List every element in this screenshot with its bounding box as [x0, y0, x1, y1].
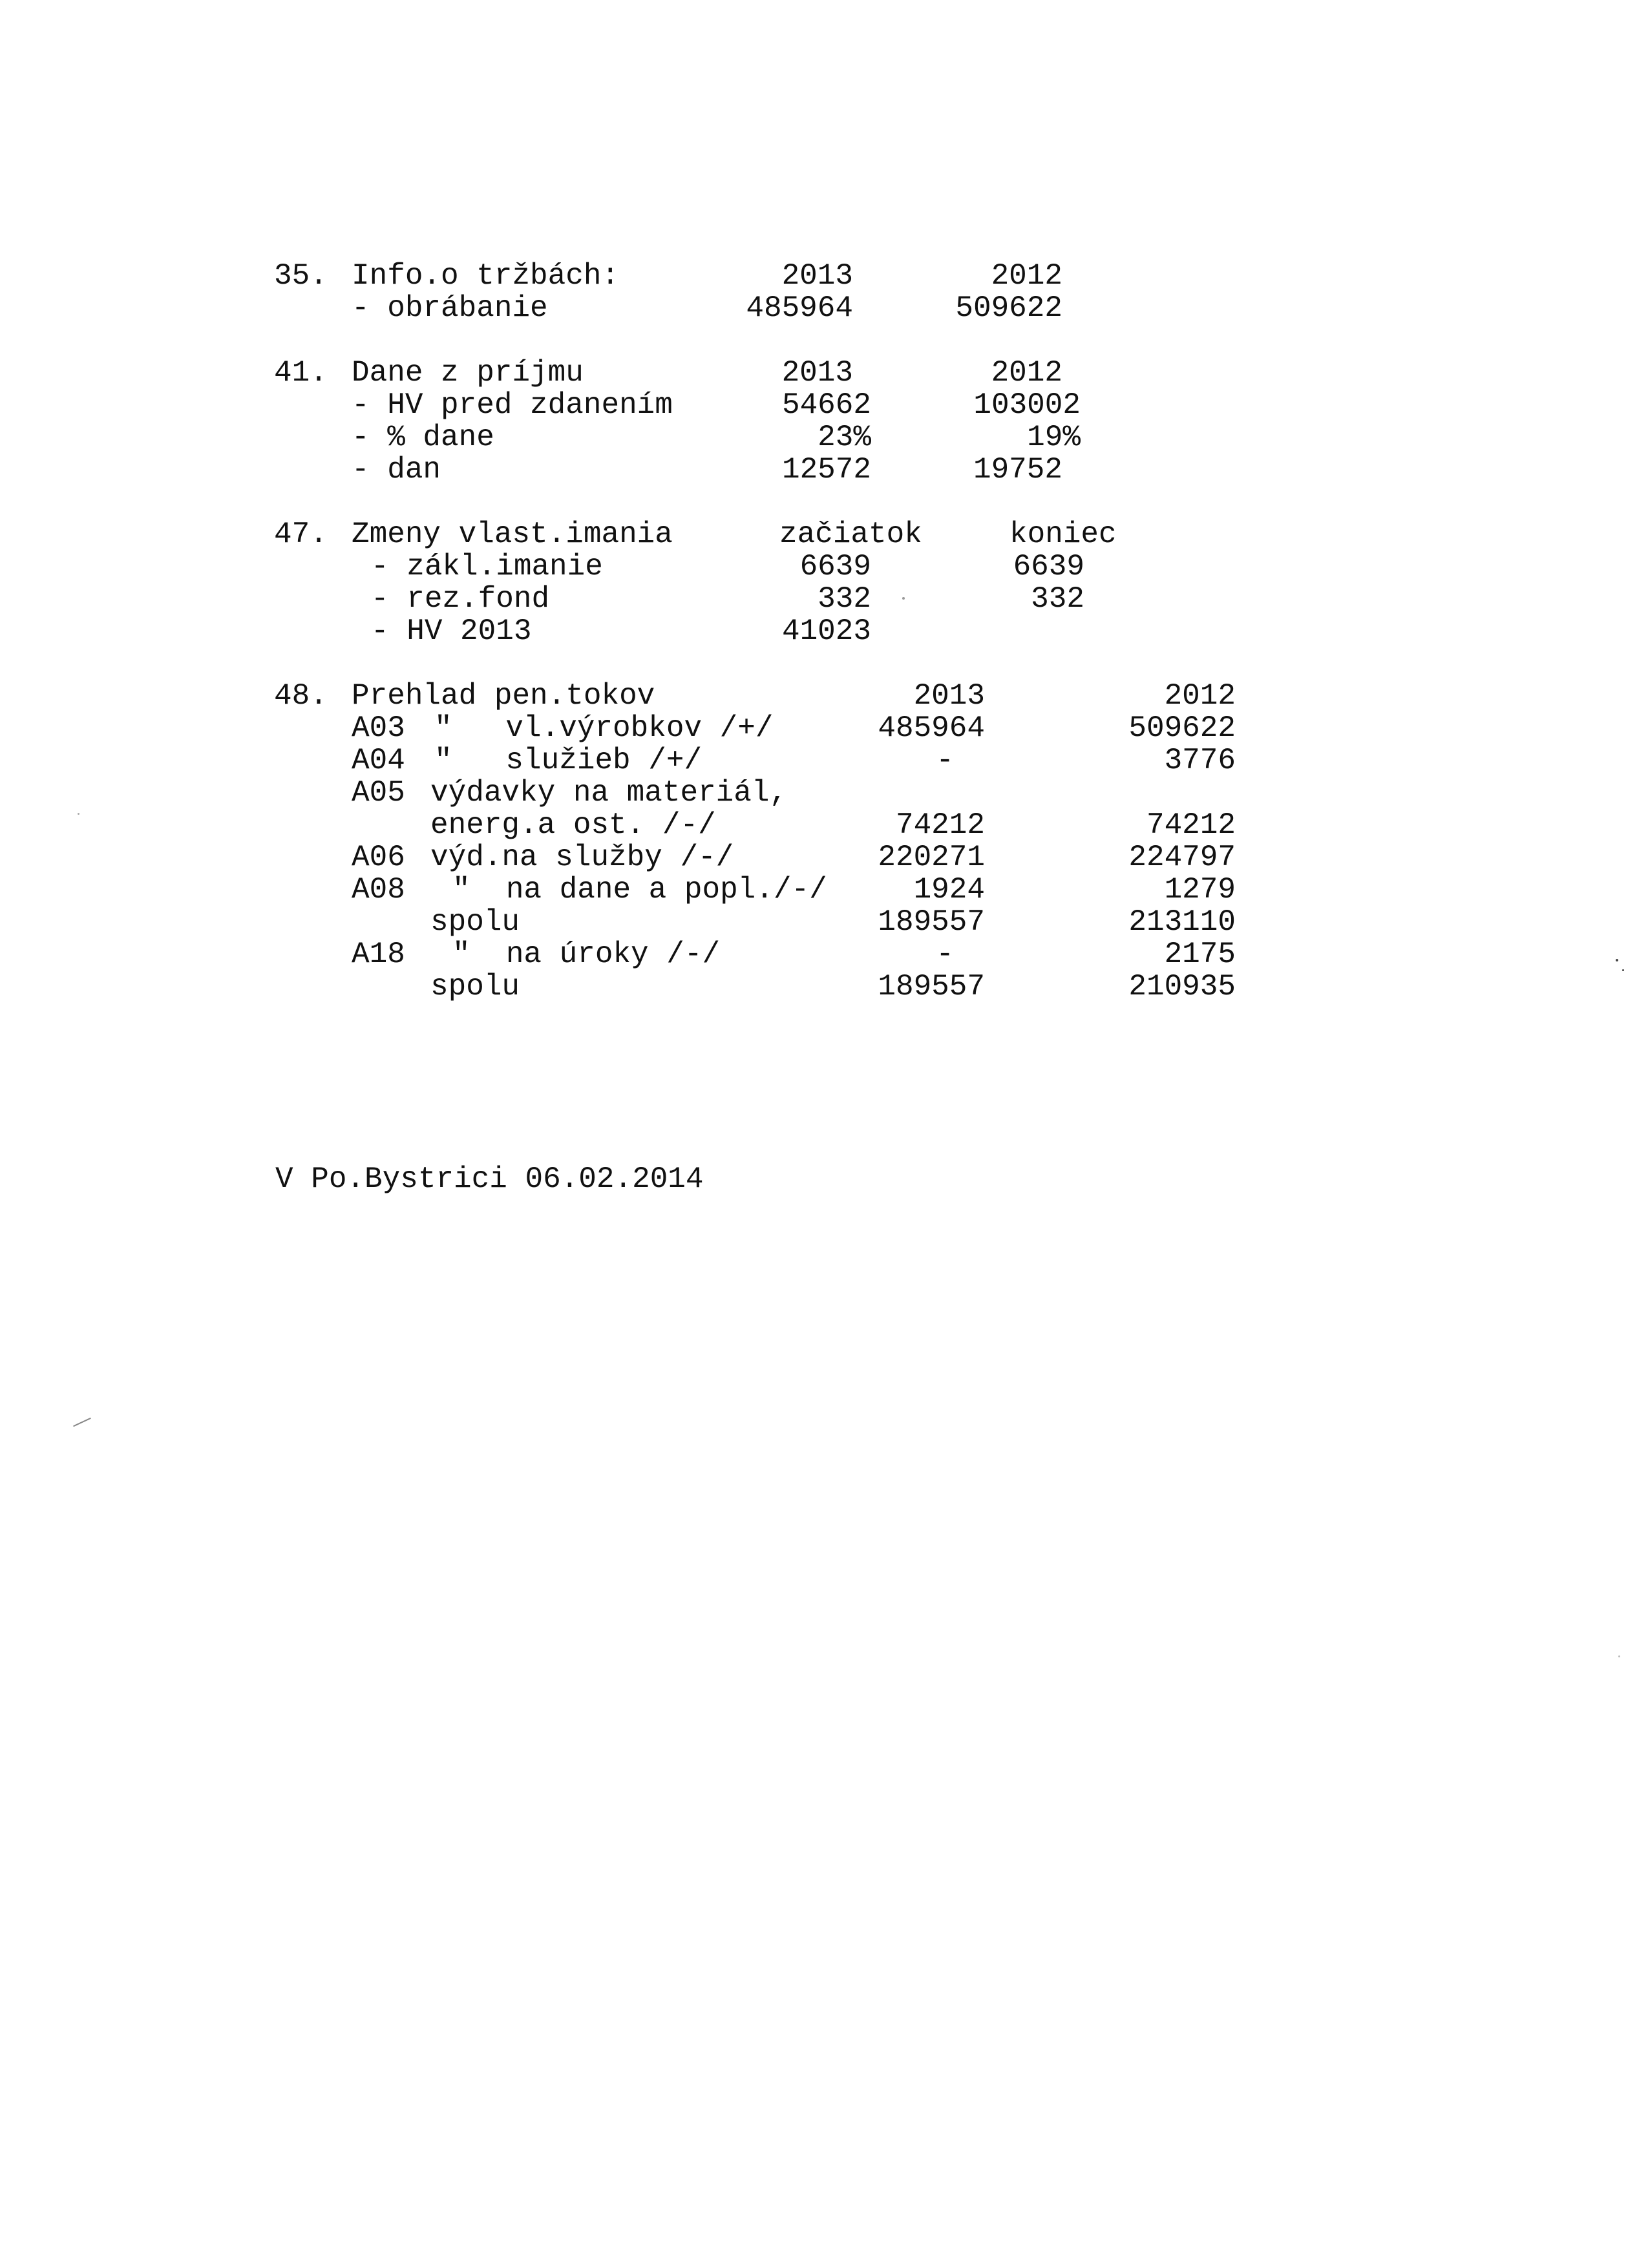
s48-row — [0, 938, 1648, 971]
s48-row-label: " vl.výrobkov /+/ — [434, 711, 774, 745]
s41-row-value-2013: 12572 — [781, 453, 871, 487]
s35-row — [0, 292, 1648, 324]
s48-row-value-2013: - — [936, 744, 954, 777]
s47-row-value-start: 41023 — [781, 614, 871, 648]
scan-speck — [1616, 959, 1618, 961]
s48-row — [0, 874, 1648, 906]
s41-row-value-2012: 19752 — [973, 453, 1062, 487]
s35-year-2012: 2012 — [991, 259, 1062, 293]
s48-row — [0, 809, 1648, 841]
s48-row-label: výd.na služby /-/ — [430, 841, 734, 874]
s47-row — [0, 551, 1648, 583]
s47-column-start: začiatok — [779, 518, 922, 551]
s47-row-label: - HV 2013 — [371, 614, 532, 648]
scan-speck — [78, 813, 79, 815]
s41-row-value-2013: 23% — [818, 421, 871, 454]
s48-row — [0, 841, 1648, 874]
s48-row-label: výdavky na materiál, — [430, 776, 788, 810]
s41-row — [0, 454, 1648, 486]
s48-row-code: A08 — [352, 873, 405, 907]
s41-year-2013: 2013 — [781, 356, 853, 390]
s41-number: 41. — [274, 356, 328, 390]
s41-row-label: - % dane — [352, 421, 494, 454]
s48-row — [0, 712, 1648, 744]
s41-row — [0, 389, 1648, 421]
s48-number: 48. — [274, 679, 328, 713]
s48-row-value-2013: 485964 — [878, 711, 985, 745]
scan-speck — [73, 1418, 91, 1427]
s48-row-value-2012: 74212 — [1146, 808, 1236, 842]
s47-row-value-start: 332 — [818, 582, 871, 616]
s47-row-value-end: 332 — [1031, 582, 1084, 616]
place-date-line — [0, 1163, 1648, 1195]
s35-title: Info.o tržbách: — [352, 259, 620, 293]
s35-header — [0, 260, 1648, 292]
s48-row-value-2013: - — [936, 938, 954, 971]
s48-row — [0, 971, 1648, 1003]
s48-row-code: A03 — [352, 711, 405, 745]
s48-row-value-2013: 189557 — [878, 970, 985, 1003]
s48-row-value-2012: 213110 — [1128, 905, 1236, 939]
s47-column-end: koniec — [1009, 518, 1117, 551]
scan-speck — [902, 597, 905, 600]
s47-row — [0, 615, 1648, 647]
s48-row-value-2012: 224797 — [1128, 841, 1236, 874]
s48-row — [0, 744, 1648, 777]
s47-row-label: - zákl.imanie — [371, 550, 603, 583]
s48-row-value-2012: 210935 — [1128, 970, 1236, 1003]
s35-year-2013: 2013 — [781, 259, 853, 293]
s48-row-label: " na dane a popl./-/ — [452, 873, 827, 907]
s35-row-value-2012: 509622 — [955, 291, 1062, 325]
s41-row — [0, 421, 1648, 454]
s35-row-value-2013: 485964 — [746, 291, 853, 325]
s48-row — [0, 777, 1648, 809]
place-date-text: V Po.Bystrici 06.02.2014 — [275, 1162, 704, 1196]
s48-row-label: spolu — [430, 905, 520, 939]
s41-row-value-2012: 19% — [1027, 421, 1081, 454]
s48-row-value-2013: 189557 — [878, 905, 985, 939]
s35-row-label: - obrábanie — [352, 291, 548, 325]
s48-row-label: " služieb /+/ — [434, 744, 703, 777]
s48-row-code: A04 — [352, 744, 405, 777]
s48-year-2013: 2013 — [913, 679, 985, 713]
s48-row-value-2013: 220271 — [878, 841, 985, 874]
s48-row-label: " na úroky /-/ — [452, 938, 721, 971]
s48-row-value-2012: 2175 — [1164, 938, 1236, 971]
s41-title: Dane z príjmu — [352, 356, 584, 390]
s41-row-label: - HV pred zdanením — [352, 388, 673, 422]
s48-title: Prehlad pen.tokov — [352, 679, 655, 713]
s41-row-label: - dan — [352, 453, 441, 487]
s48-header — [0, 680, 1648, 712]
scan-speck — [1622, 969, 1624, 971]
scan-speck — [1618, 1655, 1620, 1657]
s47-row — [0, 583, 1648, 615]
s48-year-2012: 2012 — [1164, 679, 1236, 713]
s48-row-code: A05 — [352, 776, 405, 810]
s48-row-code: A18 — [352, 938, 405, 971]
s41-row-value-2013: 54662 — [781, 388, 871, 422]
s47-row-label: - rez.fond — [371, 582, 550, 616]
s47-row-value-end: 6639 — [1013, 550, 1084, 583]
s47-row-value-start: 6639 — [799, 550, 871, 583]
s48-row-value-2013: 1924 — [913, 873, 985, 907]
s41-header — [0, 357, 1648, 389]
s48-row-label: energ.a ost. /-/ — [430, 808, 716, 842]
s48-row-value-2013: 74212 — [895, 808, 985, 842]
s48-row-value-2012: 3776 — [1164, 744, 1236, 777]
s48-row-value-2012: 509622 — [1128, 711, 1236, 745]
s48-row-label: spolu — [430, 970, 520, 1003]
s41-year-2012: 2012 — [991, 356, 1062, 390]
s48-row — [0, 906, 1648, 938]
s35-number: 35. — [274, 259, 328, 293]
s47-header — [0, 518, 1648, 551]
s48-row-code: A06 — [352, 841, 405, 874]
s41-row-value-2012: 103002 — [973, 388, 1081, 422]
s48-row-value-2012: 1279 — [1164, 873, 1236, 907]
s47-number: 47. — [274, 518, 328, 551]
s47-title: Zmeny vlast.imania — [352, 518, 673, 551]
